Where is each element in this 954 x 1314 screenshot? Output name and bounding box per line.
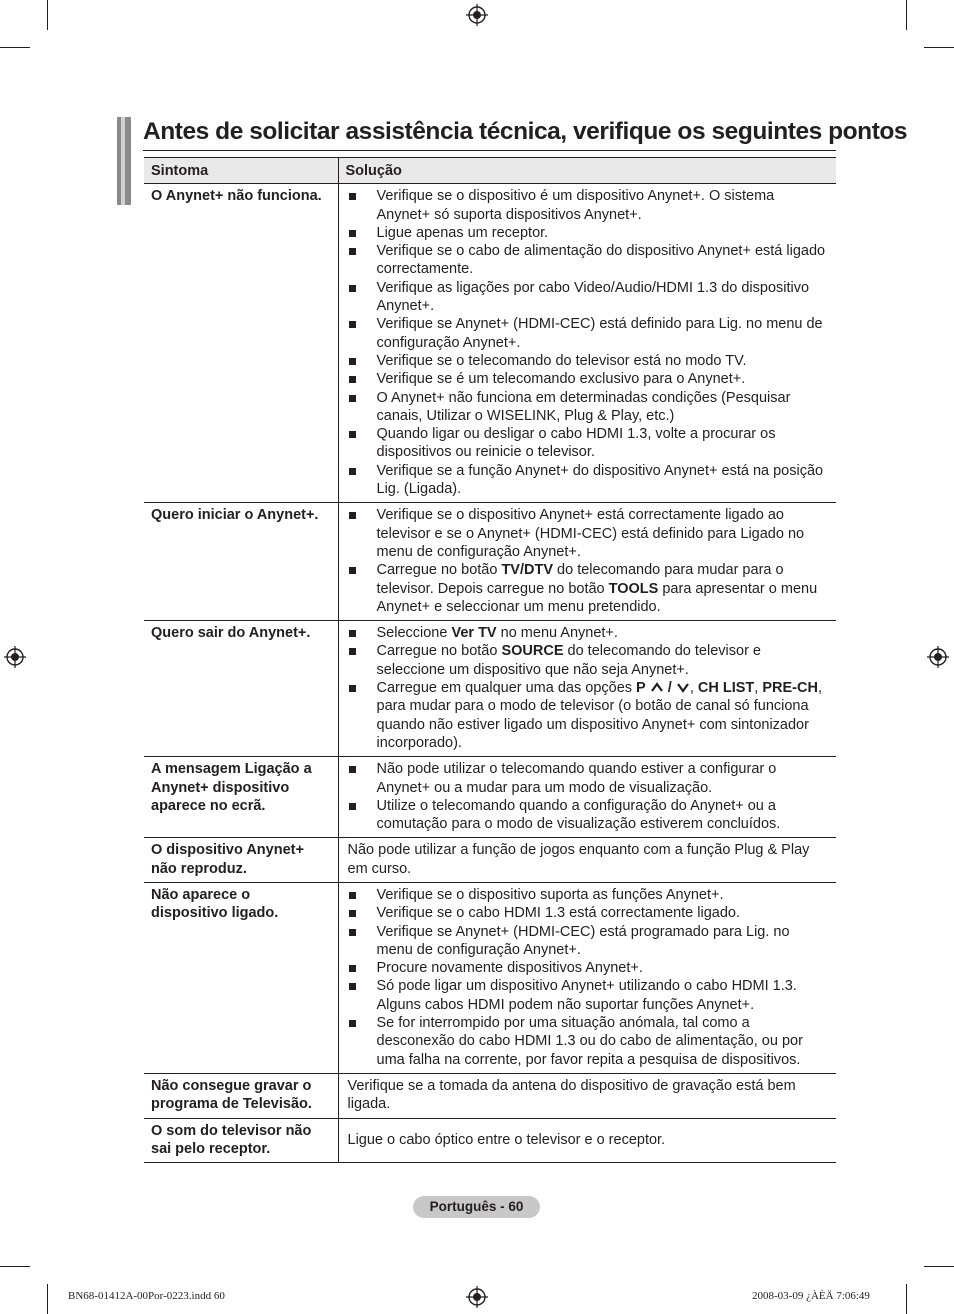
- text-run: Carregue no botão: [376, 562, 502, 579]
- date-slug: 2008-03-09 ¿ÀÈÄ 7:06:49: [752, 1290, 870, 1302]
- table-row: [144, 882, 836, 1073]
- solution-list: [348, 187, 829, 498]
- page-number-label: Português - 60: [413, 1196, 540, 1218]
- solution-item: [348, 679, 829, 752]
- solution-cell: Ligue o cabo óptico entre o televisor e o receptor.: [338, 1118, 836, 1163]
- solution-cell: [338, 184, 836, 503]
- title-accent-bar: [117, 117, 131, 205]
- solution-item: Verifique se o dispositivo é um dispositivo Anynet+. O sistema Anynet+ só suporta dispositivos Anynet+.: [348, 187, 829, 224]
- solution-cell: Verifique se a tomada da antena do dispositivo de gravação está bem ligada.: [338, 1073, 836, 1118]
- solution-item: [348, 624, 829, 642]
- registration-mark-icon: [466, 1286, 488, 1308]
- registration-mark-icon: [927, 646, 949, 668]
- symptom-cell: Não consegue gravar o programa de Televisão.: [144, 1073, 338, 1118]
- crop-mark: [906, 1284, 907, 1314]
- crop-mark: [47, 1284, 48, 1314]
- solution-item: Verifique se o cabo de alimentação do dispositivo Anynet+ está ligado correctamente.: [348, 242, 829, 279]
- solution-cell: [338, 757, 836, 838]
- text-run: , para mudar para o modo de televisor (o botão de canal só funciona quando não estiver ligado um dispositivo Anynet+ com sintonizador incorporado).: [376, 680, 822, 751]
- solution-item: Verifique se Anynet+ (HDMI-CEC) está definido para Lig. no menu de configuração Anynet+.: [348, 315, 829, 352]
- solution-item: Quando ligar ou desligar o cabo HDMI 1.3, volte a procurar os dispositivos ou reinicie o televisor.: [348, 425, 829, 462]
- table-row: [144, 1118, 836, 1163]
- text-run: Carregue no botão: [376, 643, 502, 660]
- button-name-pre-ch: PRE-CH: [762, 680, 818, 697]
- solution-cell: [338, 621, 836, 757]
- header-symptom: Sintoma: [144, 158, 338, 184]
- chevron-up-icon: [650, 681, 664, 693]
- table-row: [144, 838, 836, 883]
- file-slug: BN68-01412A-00Por-0223.indd 60: [68, 1290, 225, 1302]
- solution-item: O Anynet+ não funciona em determinadas condições (Pesquisar canais, Utilizar o WISELINK, Plug & Play, etc.): [348, 389, 829, 426]
- solution-item: Verifique se o dispositivo suporta as funções Anynet+.: [348, 886, 829, 904]
- symptom-cell: Quero iniciar o Anynet+.: [144, 503, 338, 621]
- text-run: Carregue em qualquer uma das opções: [376, 680, 637, 697]
- crop-mark: [924, 1266, 954, 1267]
- table-row: [144, 1073, 836, 1118]
- solution-item: Utilize o telecomando quando a configuração do Anynet+ ou a comutação para o modo de visualização estiverem concluídos.: [348, 797, 829, 834]
- text-run: ,: [754, 680, 763, 697]
- symptom-cell: O Anynet+ não funciona.: [144, 184, 338, 503]
- crop-mark: [924, 47, 954, 48]
- solution-item: Verifique se Anynet+ (HDMI-CEC) está programado para Lig. no menu de configuração Anynet+.: [348, 923, 829, 960]
- button-name-source: SOURCE: [501, 643, 564, 660]
- table-row: [144, 184, 836, 503]
- solution-item: Só pode ligar um dispositivo Anynet+ utilizando o cabo HDMI 1.3. Alguns cabos HDMI podem não suportar funções Anynet+.: [348, 977, 829, 1014]
- button-name-p: P: [636, 680, 646, 697]
- chevron-down-icon: [676, 681, 690, 693]
- symptom-cell: Quero sair do Anynet+.: [144, 621, 338, 757]
- symptom-cell: O som do televisor não sai pelo receptor.: [144, 1118, 338, 1163]
- solution-item: Se for interrompido por uma situação anómala, tal como a desconexão do cabo HDMI 1.3 ou do cabo de alimentação, ou por uma falha na corrente, por favor repita a pesquisa de dispositivos.: [348, 1014, 829, 1069]
- solution-item: Verifique se a função Anynet+ do dispositivo Anynet+ está na posição Lig. (Ligada).: [348, 462, 829, 499]
- table-row: [144, 621, 836, 757]
- symptom-cell: A mensagem Ligação a Anynet+ dispositivo aparece no ecrã.: [144, 757, 338, 838]
- text-run: para apresentar o menu Anynet+ e seleccionar um menu pretendido.: [376, 580, 818, 615]
- text-run: Seleccione: [376, 625, 452, 642]
- solution-item: Verifique se o dispositivo Anynet+ está correctamente ligado ao televisor e se o Anynet+ (HDMI-CEC) está definido para Ligado no menu de configuração Anynet+.: [348, 506, 829, 561]
- symptom-cell: Não aparece o dispositivo ligado.: [144, 882, 338, 1073]
- text-run: ,: [689, 680, 698, 697]
- solution-list: [348, 506, 829, 616]
- text-run: do telecomando para mudar para o televisor. Depois carregue no botão: [376, 562, 784, 597]
- registration-mark-icon: [466, 4, 488, 26]
- solution-cell: [338, 882, 836, 1073]
- solution-cell: Não pode utilizar a função de jogos enquanto com a função Plug & Play em curso.: [338, 838, 836, 883]
- header-solution: Solução: [338, 158, 836, 184]
- crop-mark: [47, 0, 48, 30]
- registration-mark-icon: [4, 646, 26, 668]
- slash-separator: /: [663, 680, 676, 697]
- solution-list: [348, 760, 829, 833]
- title-underline: [143, 150, 836, 151]
- table-row: [144, 503, 836, 621]
- solution-list: [348, 886, 829, 1069]
- solution-item: Ligue apenas um receptor.: [348, 224, 829, 242]
- text-run: do telecomando do televisor e seleccione um dispositivo que não seja Anynet+.: [376, 643, 761, 678]
- solution-item: [348, 561, 829, 616]
- table-header-row: [144, 158, 836, 184]
- solution-cell: [338, 503, 836, 621]
- button-name-tools: TOOLS: [608, 580, 659, 597]
- crop-mark: [0, 47, 30, 48]
- solution-item: Verifique se o telecomando do televisor está no modo TV.: [348, 352, 829, 370]
- menu-name-ver-tv: Ver TV: [451, 625, 497, 642]
- button-name-tv-dtv: TV/DTV: [501, 562, 554, 579]
- troubleshooting-table: [144, 157, 836, 1163]
- solution-item: Verifique se é um telecomando exclusivo para o Anynet+.: [348, 370, 829, 388]
- text-run: no menu Anynet+.: [496, 625, 618, 642]
- button-name-ch-list: CH LIST: [697, 680, 755, 697]
- symptom-cell: O dispositivo Anynet+ não reproduz.: [144, 838, 338, 883]
- solution-list: [348, 624, 829, 752]
- page-title: Antes de solicitar assistência técnica, verifique os seguintes pontos: [143, 118, 908, 145]
- solution-item: Verifique se o cabo HDMI 1.3 está correctamente ligado.: [348, 904, 829, 922]
- solution-item: Não pode utilizar o telecomando quando estiver a configurar o Anynet+ ou a mudar para um modo de visualização.: [348, 760, 829, 797]
- crop-mark: [906, 0, 907, 30]
- solution-item: Verifique as ligações por cabo Video/Audio/HDMI 1.3 do dispositivo Anynet+.: [348, 279, 829, 316]
- table-row: [144, 757, 836, 838]
- solution-item: Procure novamente dispositivos Anynet+.: [348, 959, 829, 977]
- solution-item: [348, 642, 829, 679]
- crop-mark: [0, 1266, 30, 1267]
